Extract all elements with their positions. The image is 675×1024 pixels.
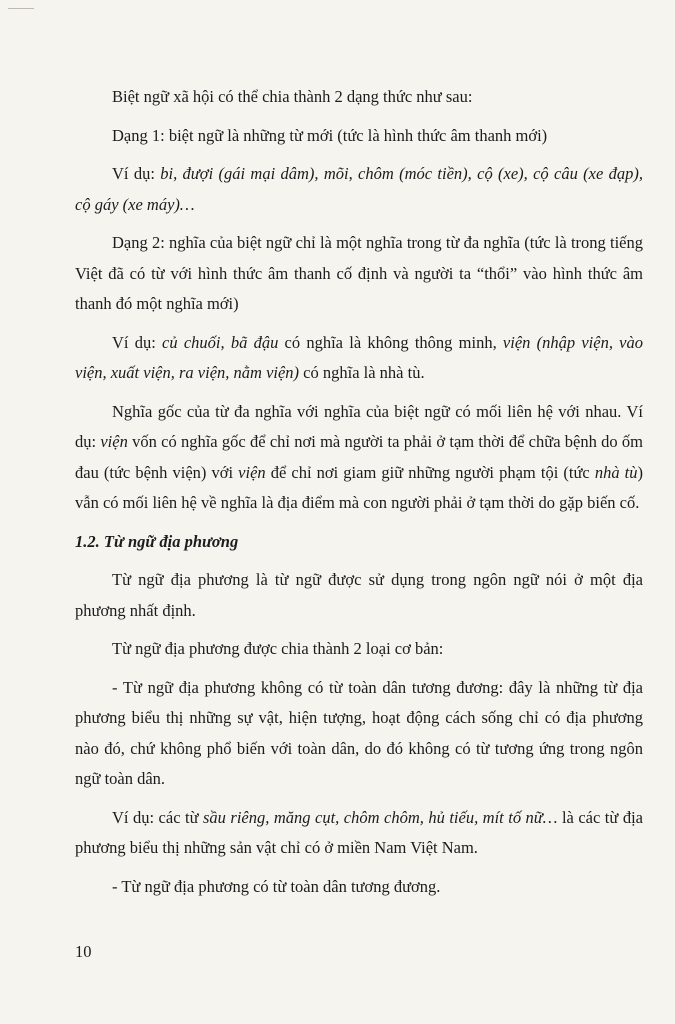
example-prefix: Ví dụ: bbox=[112, 164, 161, 183]
text-run: vốn có nghĩa gốc để chỉ nơi mà người ta phải ở tạm thời để chữa bệnh do ốm đau (tức bệnh viện) với bbox=[75, 432, 643, 482]
text-run: Ví dụ: các từ bbox=[112, 807, 204, 827]
paragraph-example-3 bbox=[75, 803, 643, 864]
italic-term: viện bbox=[100, 432, 128, 451]
paragraph-type-with-equivalent: - Từ ngữ địa phương có từ toàn dân tương đương. bbox=[112, 876, 441, 896]
italic-term: nhà tù bbox=[594, 462, 638, 482]
page-body bbox=[75, 82, 643, 910]
italic-term: viện bbox=[238, 462, 266, 482]
section-heading: 1.2. Từ ngữ địa phương bbox=[75, 531, 239, 551]
paragraph-definition: Từ ngữ địa phương là từ ngữ được sử dụng trong ngôn ngữ nói ở một địa phương nhất định. bbox=[75, 570, 643, 620]
text-run: để chỉ nơi giam giữ những người phạm tội (tức bbox=[265, 462, 595, 482]
text-run: là các từ địa phương biểu thị những sản vật chỉ có ở miền Nam Việt Nam. bbox=[75, 807, 643, 857]
page-number: 10 bbox=[75, 942, 92, 961]
paragraph-type-2: Dạng 2: nghĩa của biệt ngữ chỉ là một nghĩa trong từ đa nghĩa (tức là trong tiếng Việt đã có từ với hình thức âm thanh cố định và người ta “thổi” vào hình thức âm thanh đó một nghĩa mới) bbox=[75, 233, 643, 313]
example-terms: bi, đượi (gái mại dâm), mõi, chôm (móc tiền), cộ (xe), cộ câu (xe đạp), cộ gáy (xe máy)… bbox=[75, 164, 643, 214]
paragraph-type-1: Dạng 1: biệt ngữ là những từ mới (tức là hình thức âm thanh mới) bbox=[112, 125, 548, 145]
paragraph-example-1 bbox=[75, 159, 643, 220]
text-run: có nghĩa là nhà tù. bbox=[299, 363, 425, 382]
paragraph-classification: Từ ngữ địa phương được chia thành 2 loại cơ bản: bbox=[112, 639, 444, 658]
paragraph-type-no-equivalent: - Từ ngữ địa phương không có từ toàn dân tương đương: đây là những từ địa phương biểu thị những sự vật, hiện tượng, hoạt động cách sống chỉ có địa phương nào đó, chứ không phổ biến với toàn dân, do đó không có từ tương ứng trong ngôn ngữ toàn dân. bbox=[75, 677, 643, 788]
italic-term: viện (nhập viện, vào viện, xuất viện, ra viện, nằm viện) bbox=[75, 332, 643, 382]
scan-mark bbox=[8, 8, 34, 9]
text-run: ) vẫn có mối liên hệ về nghĩa là địa điểm mà con người phải ở tạm thời do gặp biến cố. bbox=[75, 462, 643, 512]
paragraph-intro: Biệt ngữ xã hội có thể chia thành 2 dạng thức như sau: bbox=[112, 87, 473, 106]
paragraph-example-2 bbox=[75, 328, 643, 389]
italic-term: củ chuối, bã đậu bbox=[162, 332, 279, 352]
paragraph-meaning-relation bbox=[75, 397, 643, 519]
text-run: Ví dụ: bbox=[112, 332, 163, 352]
text-run: Nghĩa gốc của từ đa nghĩa với nghĩa của biệt ngữ có mối liên hệ với nhau. Ví dụ: bbox=[75, 401, 643, 451]
text-run: có nghĩa là không thông minh, bbox=[278, 332, 503, 352]
italic-term: sầu riêng, măng cụt, chôm chôm, hủ tiếu, mít tố nữ… bbox=[203, 807, 558, 827]
